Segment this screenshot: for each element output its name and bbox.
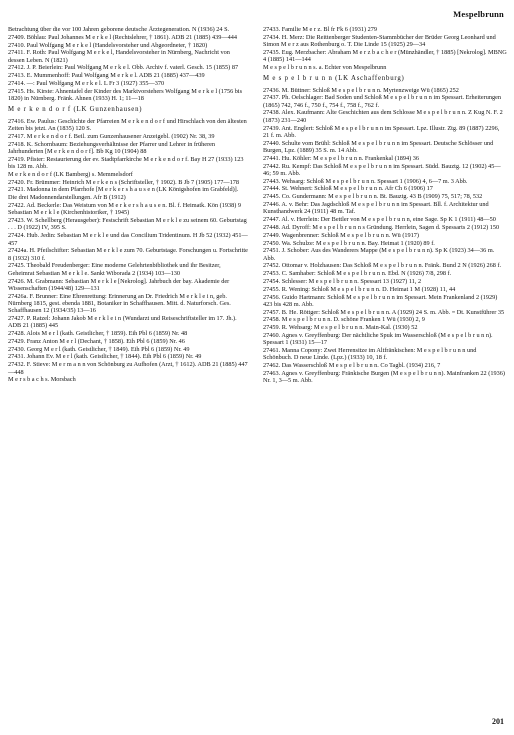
bibliography-entry: 27434. H. Merz: Die Reittenberger Studenten-Stammbücher der Brüder Georg Leonhard und Simon M e r z aus Rothenburg o. T. Die Linde 15 (1925) 29—34	[263, 33, 496, 49]
bibliography-entry: 27457. B. He. Röttger: Schloß M e s p e l b r u n n. A (1929) 24 S. m. Abb. = Dt. Kunstführer 35	[263, 308, 505, 316]
bibliography-entry: 27428. Alois M e r l (kath. Geistlicher, † 1859). Eih Pbl 6 (1859) Nr. 48	[8, 330, 188, 338]
left-column	[8, 26, 248, 384]
bibliography-entry: 27429. Franz Anton M e r l (Dechant, † 1858). Eih Pbl 6 (1859) Nr. 46	[8, 337, 185, 345]
bibliography-entry: 27419. Pfister: Restaurierung der ev. Stadtpfarrkirche M e r k e n d o r f. Bay H 27 (1933) 123 bis 128 m. Abb.	[8, 155, 244, 171]
bibliography-entry: 27439. Ant. Englert: Schloß M e s p e l b r u n n im Spessart. Lpz. Illustr. Ztg. 89 (1887) 2296, 21 f. m. Abb.	[263, 124, 500, 139]
bibliography-entry: 27433. Familie M e r z. Bl fr Fk 6 (1931) 279	[263, 26, 378, 33]
bibliography-entry: 27448. Ad. Dyroff: M e s p e l b r u n n s Gründung. Herrlein, Sagen d. Spessarts 2 (1912) 150	[263, 223, 500, 231]
bibliography-entry: 27460. Agnes v. Greyffenburg: Der nächtliche Spuk im Wasserschloß (M e s p e l b r u n n). Spessart 1 (1931) 15—17	[263, 332, 493, 347]
bibliography-entry: M e r s b a c h s. Morsbach	[8, 376, 76, 384]
bibliography-entry: 27421. Madonna in dem Pfarrhofe [M e r k e r s h a u s e n (LK Königshofen im Grabfeld)]. Die drei Madonnendarstellungen. Afr B (1912)	[8, 186, 239, 201]
bibliography-entry: M e s p e l b r u n n s. a. Echter von Mespelbrunn	[263, 63, 387, 71]
bibliography-entry: 27451. J. Schober: Aus des Wanderers Mappe (M e s p e l b r u n n). Sp K (1923) 34—36 m. Abb.	[263, 247, 495, 262]
bibliography-entry: 27442. Ru. Kempf: Das Schloß M e s p e l b r u n n im Spessart. Südd. Bauztg. 12 (1902) 45—46; 59 m. Abb.	[263, 162, 501, 177]
bibliography-entry: 27446. A. v. Behr: Das Jagdschloß M e s p e l b r u n n im Spessart. Bll. f. Architektur und Kunsthandwerk 24 (1911) 48 m. Taf.	[263, 201, 489, 216]
bibliography-entry: 27426a. F. Brunner: Eine Ehrenrettung: Erinnerung an Dr. Friedrich M e r k l e i n, geb. Nürnberg 1815, gest. ebenda 1881, Botaniker in Schaffhausen. Mitt. d. Naturforsch. Ges. Schaffhausen 12 (1934/35) 13—16	[8, 292, 231, 315]
bibliography-entry: 27450. Wa. Schulze: M e s p e l b r u n n. Bay. Heimat 1 (1920) 89 f.	[263, 239, 435, 247]
bibliography-entry: 27427. P. Ratzel: Johann Jakob M e r k l e i n (Wundarzt und Reiseschriftsteller im 17. Jh.). ADB 21 (1885) 445	[8, 314, 237, 330]
bibliography-entry: 27409. Böhlau: Paul Johannes M e r k e l (Rechtslehrer, † 1861). ADB 21 (1885) 439—444	[8, 33, 238, 41]
bibliography-entry: 27430. Georg M e r l (kath. Geistlicher, † 1849). Eih Pbl 6 (1859) Nr. 49	[8, 345, 190, 353]
bibliography-entry: 27425. Theobald Freudenberger: Eine moderne Gelehrtenbibliothek und ihr Besitzer, Geheimrat Sebastian M e r k l e. Sankt Wiborada 2 (1934) 103—130	[8, 262, 221, 277]
bibliography-entry: 27454. Schlesser: M e s p e l b r u n n. Spessart 13 (1927) 11, 2	[263, 278, 422, 285]
bibliography-entry: 27411. F. Roth: Paul Wolfgang M e r k e l, Handelsvorsteher in Nürnberg, Nachricht von dessen Leben. N (1821)	[8, 49, 230, 64]
bibliography-entry: 27436. M. Büttner: Schloß M e s p e l b r u n n. Myrtenzweige Wü (1865) 252	[263, 86, 459, 94]
bibliography-entry: 27438. Alex. Kaufmann: Alte Geschichten aus dem Schlosse M e s p e l b r u n n. Z Kug N. F. 2 (1873) 231—240	[263, 109, 503, 124]
bibliography-entry: 27437. Ph. Oelschlager: Bad Soden und Schloß M e s p e l b r u n n im Spessart. Erheiterungen (1865) 742, 746 f., 750 f., 754 f., 758 f., 762 f.	[263, 94, 501, 109]
bibliography-entry: 27422. Ad. Beckerle: Das Weistum von M e r k e r s h a u s e n. Bl. f. Heimatk. Kön (1938) 9	[8, 201, 242, 209]
bibliography-entry: 27423. W. Schellberg (Herausgeber): Festschrift Sebastian M e r k l e zu seinem 60. Geburtstag . . . D (1922) IV, 395 S.	[8, 217, 247, 232]
bibliography-entry: 27440. Schulte vom Brühl: Schloß M e s p e l b r u n n im Spessart. Deutsche Schlösser und Burgen, Lpz. (1889) 35 S. m. 14 Abb.	[263, 139, 494, 154]
bibliography-entry: 27420. Fr. Brümmer: Heinrich M e r k e n s (Schriftsteller, † 1902). B Jb 7 (1905) 177—178	[8, 178, 239, 186]
bibliography-entry: 27413. E. Mummenhoff: Paul Wolfgang M e r k e l. ADB 21 (1885) 437—439	[8, 72, 205, 80]
bibliography-entry: 27414. —: Paul Wolfgang M e r k e l. L Fr 3 (1927) 355—370	[8, 80, 165, 88]
bibliography-entry: 27455. R. Wening: Schloß M e s p e l b r u n n. D. Heimat 1 M (1928) 11, 44	[263, 285, 456, 293]
right-column	[263, 26, 507, 385]
bibliography-entry: 27418. K. Schornbaum: Beziehungsverhältnisse der Pfarrer und Lehrer in früheren Jahrhunderten [M e r k e n d o r f]. Bb Kg 10 (1904) 88	[8, 140, 216, 155]
bibliography-entry: 27461. Manna Copony: Zwei Herrensitze im Altfränkischen: M e s p e l b r u n n und Schönbuch. D neue Linde. (Lpz.) (1933) 10, 18 f.	[263, 347, 477, 362]
bibliography-entry: 27432. F. Stieve: M e r m a n n von Schönburg zu Aufhofen (Arzt, † 1612). ADB 21 (1885) 447—448	[8, 361, 248, 376]
bibliography-entry: 27453. C. Samhaber: Schloß M e s p e l b r u n n. Ebd. N (1926) 7/8, 298 f.	[263, 270, 452, 278]
bibliography-entry: 27426. M. Grabmann: Sebastian M e r k l e [Nekrolog]. Jahrbuch der bay. Akademie der Wissenschaften (1944/48) 129—131	[8, 277, 230, 292]
bibliography-entry: 27443. Wehsarg: Schloß M e s p e l b r u n n. Spessart 1 (1906) 4, 6—7 m. 3 Abb.	[263, 177, 468, 185]
bibliography-entry: 27441. Hu. Köhler: M e s p e l b r u n n. Frankenkal (1894) 36	[263, 154, 420, 162]
bibliography-entry: 27410. Paul Wolfgang M e r k e l (Handelsvorsteher und Abgeordneter, † 1820)	[8, 41, 208, 49]
bibliography-entry: 27412. J. P. Beierlein: Paul Wolfgang M e r k e l. Obb. Archiv f. vaterl. Gesch. 15 (1855) 87	[8, 64, 239, 72]
bibliography-entry: 27424a. H. Pfeilschifter: Sebastian M e r k l e zum 70. Geburtstage. Forschungen u. Fortschritte 8 (1932) 310 f.	[8, 247, 248, 262]
page-number: 201	[492, 717, 504, 726]
section-heading: M e s p e l b r u n n (LK Aschaffenburg)	[263, 75, 405, 83]
bibliography-entry: 27449. Wagenbrenner: Schloß M e s p e l b r u n n. Wü (1917)	[263, 231, 420, 239]
section-heading: M e r k e n d o r f (LK Gunzenhausen)	[8, 106, 143, 114]
bibliography-entry: 27447. Al. v. Herrlein: Der Bettler von M e s p e l b r u n n, eine Sage. Sp K 1 (1911) 48—50	[263, 216, 496, 224]
bibliography-entry: 27416. Ew. Paulus: Geschichte der Pfarreien M e r k e n d o r f und Hirschlach von den ältesten Zeiten bis jetzt. An (1835) 120 S.	[8, 117, 247, 133]
bibliography-entry: M e r k e n d o r f (LK Bamberg) s. Memmelsdorf	[8, 170, 133, 178]
bibliography-entry: 27458. M e s p e l b r u n n. D. schöne Franken 1 Wü (1930) 2, 9	[263, 316, 425, 324]
bibliography-entry: 27463. Agnes v. Greyffenburg: Fränkische Burgen (M e s p e l b r u n n). Mainfranken 22 (1936) Nr. 1, 3—5 m. Abb.	[263, 370, 505, 385]
bibliography-entry: 27452. Ottomar v. Holzhausen: Das Schloß M e s p e l b r u n n. Fränk. Bund 2 N (1926) 268 f.	[263, 262, 502, 270]
bibliography-entry: 27424. Hub. Jedin: Sebastian M e r k l e und das Concilium Tridentinum. H Jb 52 (1932) 451—457	[8, 232, 248, 247]
bibliography-entry: 27456. Guido Hartmann: Schloß M e s p e l b r u n n im Spessart. Mein Frankenland 2 (1929) 423 bis 428 m. Abb.	[263, 293, 498, 308]
bibliography-entry: 27431. Johann Ev. M e r l (kath. Geistlicher, † 1844). Eih Pbl 6 (1859) Nr. 49	[8, 353, 202, 361]
bibliography-entry: 27435. Eug. Merzbacher: Abraham M e r z b a c h e r (Münzhändler, † 1885) [Nekrolog]. MBNG 4 (1885) 141—144	[263, 48, 507, 64]
bibliography-entry: 27415. Hs. Kirste: Ahnentafel der Kinder des Marktvorstehers Wolfgang M e r k e l (1756 bis 1820) in Nürnberg. Fränk. Ahnen (1933) H. 1; 11—18	[8, 87, 243, 103]
bibliography-entry: 27445. Co. Gundermann: M e s p e l b r u n n. Bt. Bauztg. 43 B (1909) 75, 517; 78, 532	[263, 193, 483, 201]
bibliography-entry: 27417. M e r k e n d o r f. Beil. zum Gunzenhausener Anzeigebl. (1902) Nr. 38, 39	[8, 132, 215, 140]
bibliography-entry: 27462. Das Wasserschloß M e s p e l b r u n n. Co Tagbl. (1934) 216, 7	[263, 362, 441, 370]
page-header: Mespelbrunn	[453, 9, 504, 19]
bibliography-entry: Sebastian M e r k l e (Kirchenhistoriker, † 1945)	[8, 209, 130, 217]
bibliography-entry: Betrachtung über die vor 100 Jahren geborene deutsche Ärztegeneration. N (1936) 24 S.	[8, 26, 230, 33]
bibliography-entry: 27459. R. Wehsarg: M e s p e l b r u n n. Main-Kal. (1930) 52	[263, 324, 418, 332]
bibliography-entry: 27444. St. Wehnert: Schloß M e s p e l b r u n n. Afr Ch 6 (1906) 17	[263, 185, 433, 193]
